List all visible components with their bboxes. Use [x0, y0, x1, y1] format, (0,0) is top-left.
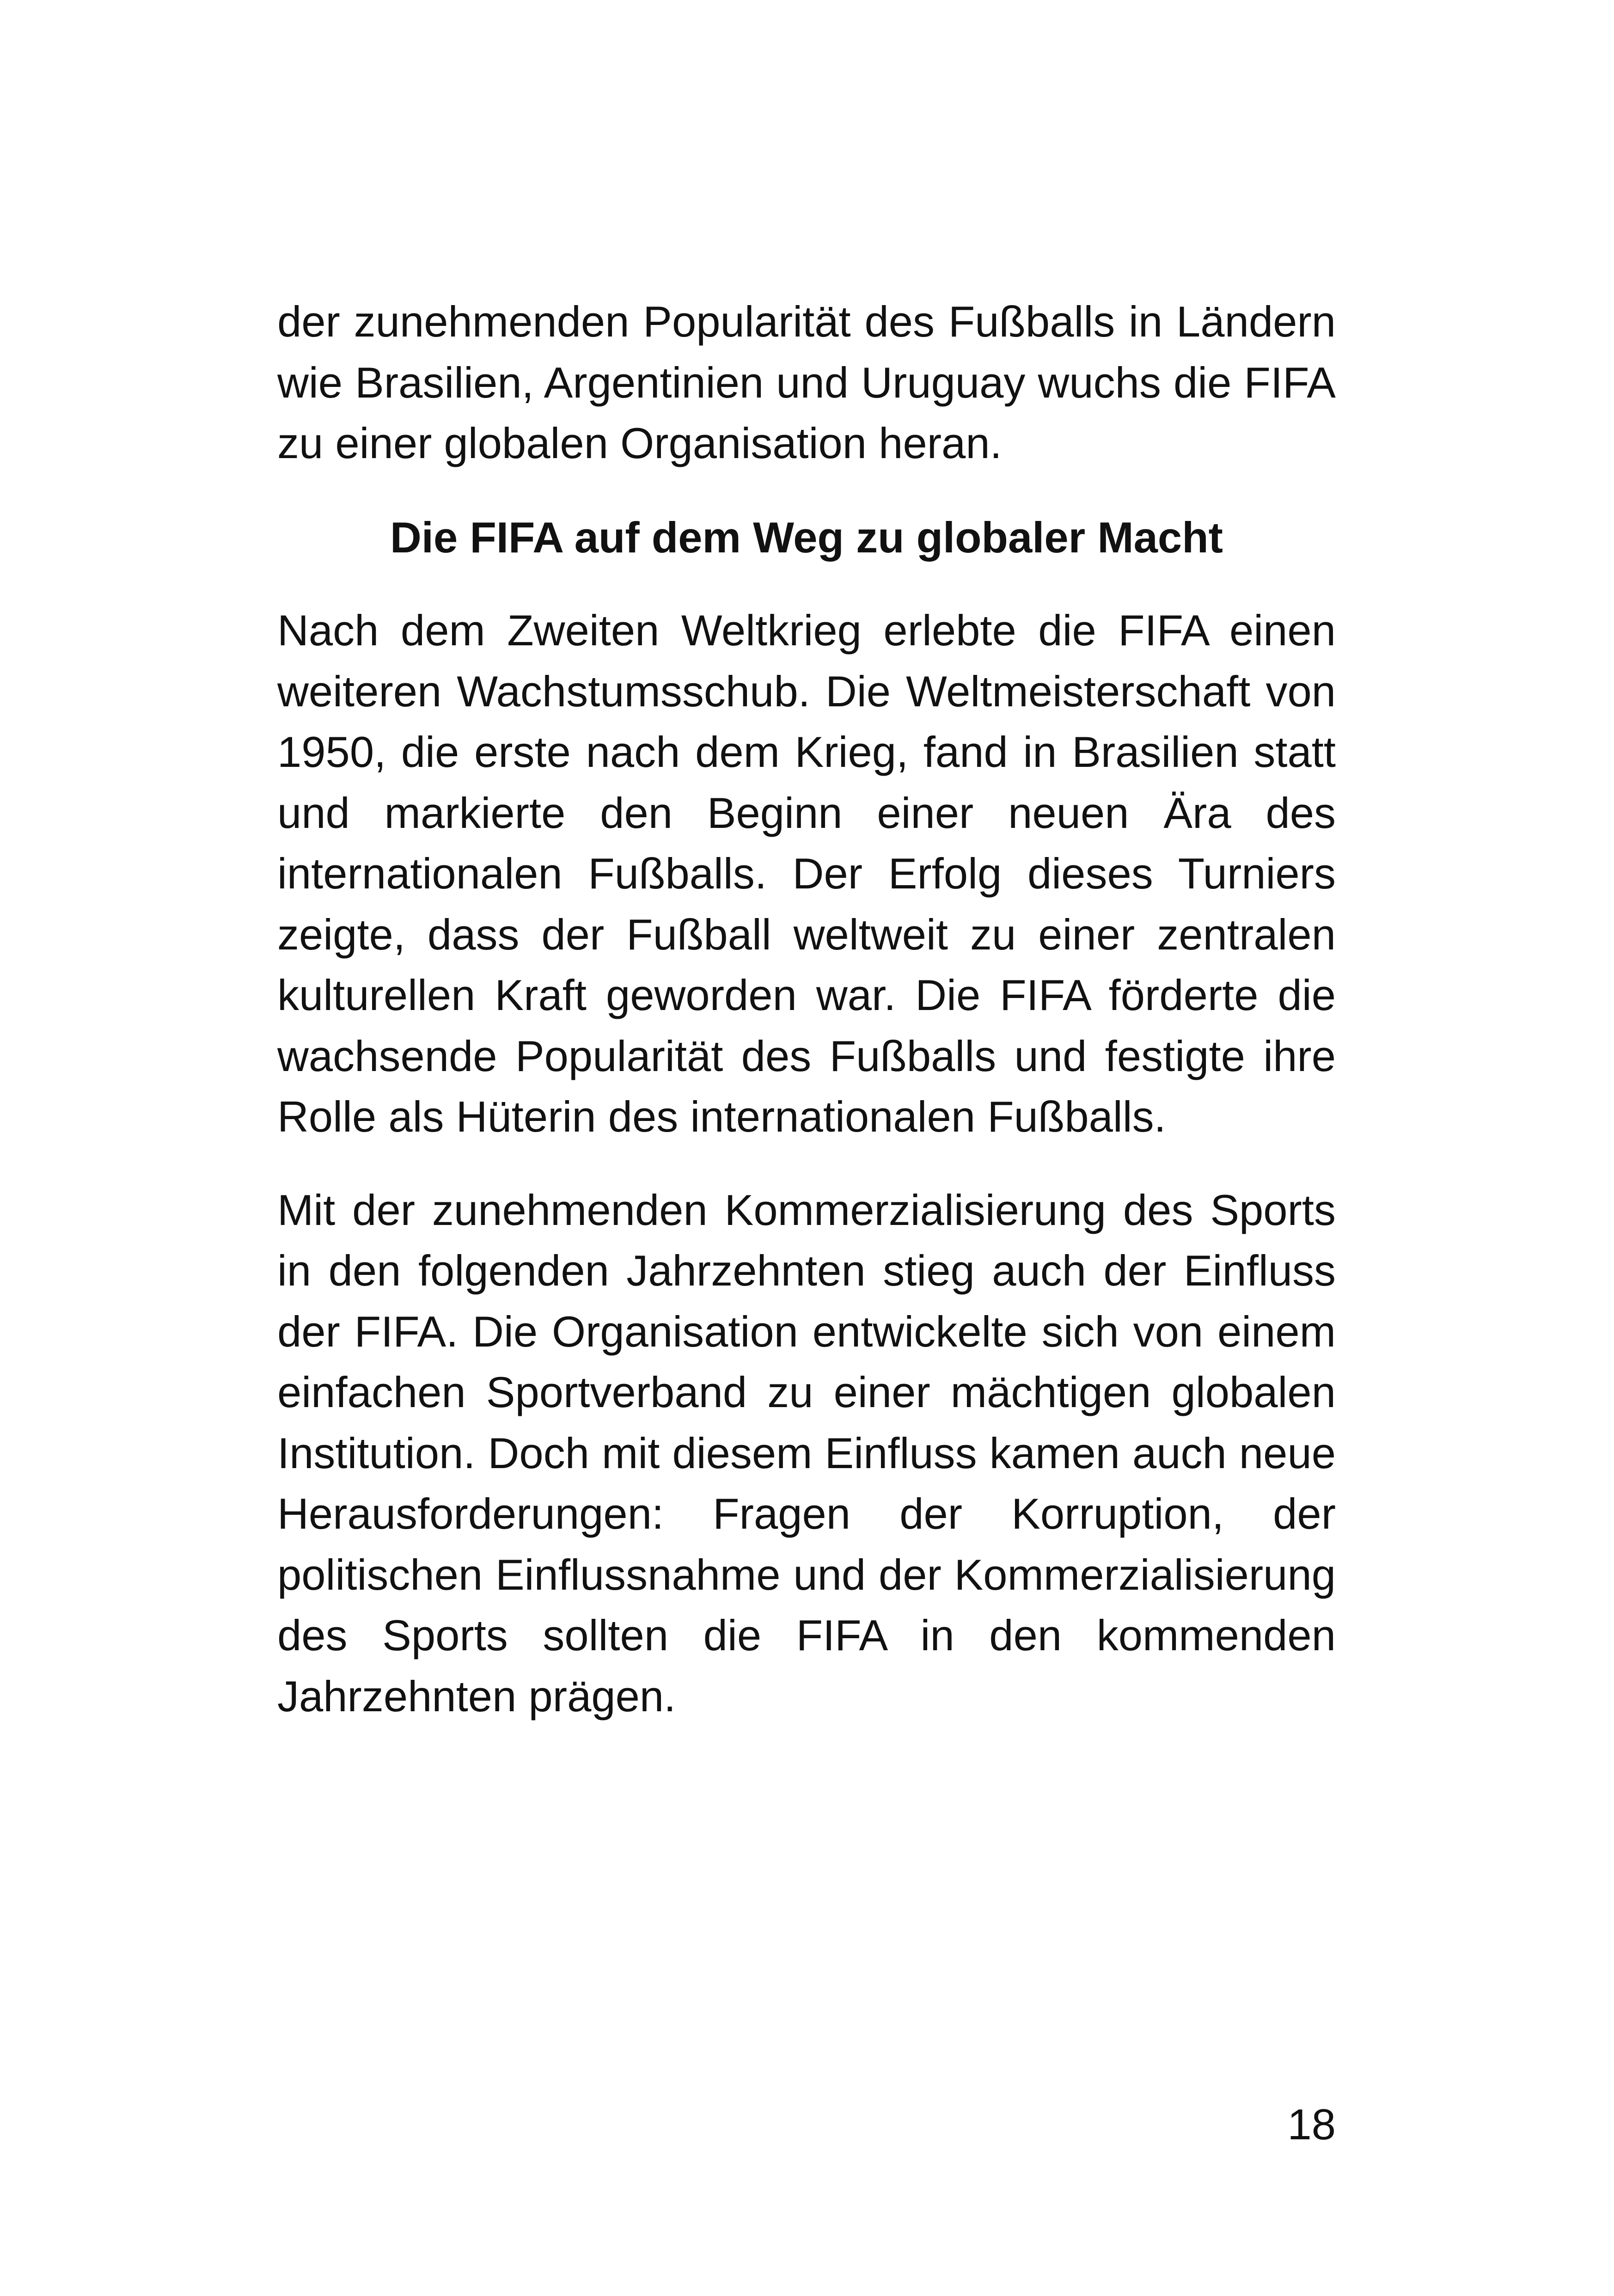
paragraph-commercialization: Mit der zunehmenden Kommerzialisierung des Sports in den folgenden Jahrzehnten stieg auch der Einfluss der FIFA. Die Organisation entwickelte sich von einem einfachen Sportverband zu einer mächtigen globalen Institution. Doch mit diesem Einfluss kamen auch neue Herausforderungen: Fragen der Korruption, der politischen Einflussnahme und der Kommerzialisierung des Sports sollten die FIFA in den kommenden Jahrzehnten prägen.	[277, 1185, 1336, 1720]
paragraph-continuation: der zunehmenden Popularität des Fußballs in Ländern wie Brasilien, Argentinien und Uruguay wuchs die FIFA zu einer globalen Organisation heran.	[277, 297, 1336, 467]
section-heading: Die FIFA auf dem Weg zu globaler Macht	[390, 513, 1223, 562]
paragraph-postwar-growth: Nach dem Zweiten Weltkrieg erlebte die FIFA einen weiteren Wachstumsschub. Die Weltmeisterschaft von 1950, die erste nach dem Krieg, fand in Brasilien statt und markierte den Beginn einer neuen Ära des internationalen Fußballs. Der Erfolg dieses Turniers zeigte, dass der Fußball weltweit zu einer zentralen kulturellen Kraft geworden war. Die FIFA förderte die wachsende Popularität des Fußballs und festigte ihre Rolle als Hüterin des internationalen Fußballs.	[277, 606, 1336, 1141]
text-column	[277, 291, 1336, 1727]
page-number: 18	[1287, 2100, 1336, 2149]
